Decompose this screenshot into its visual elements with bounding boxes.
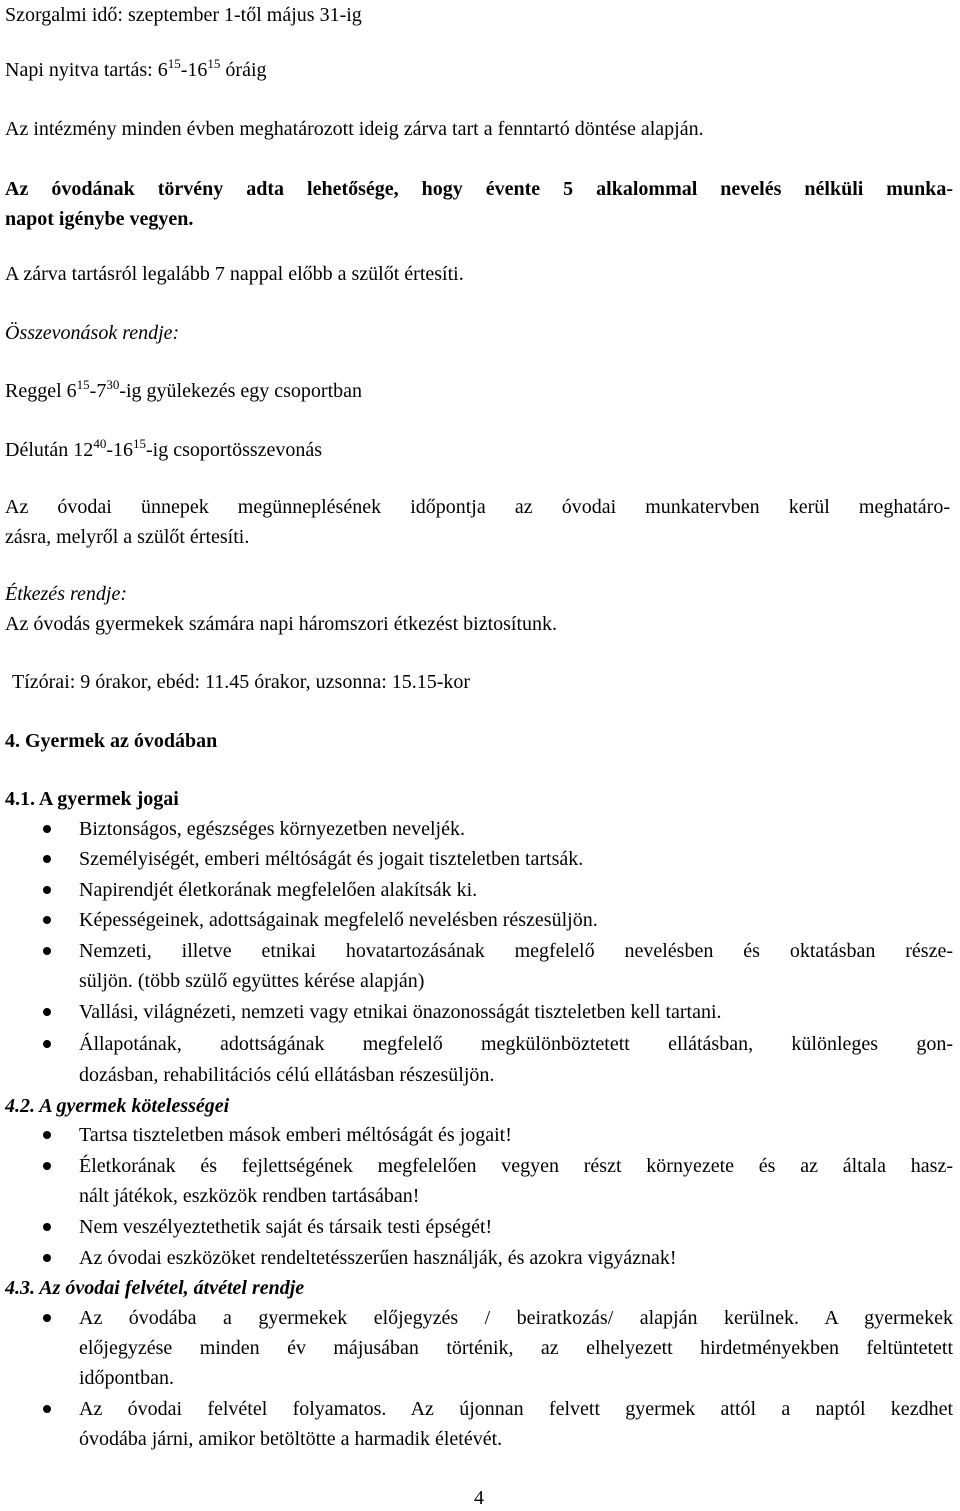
kotelessegei-item: Az óvodai eszközöket rendeltetésszerűen használják, és azokra vigyáznak! — [79, 1247, 677, 1269]
unnepek-line-2: zásra, melyről a szülőt értesíti. — [5, 526, 250, 548]
szorgalmi-ido-line: Szorgalmi idő: szeptember 1-től május 31-ig — [5, 4, 362, 26]
kotelessegei-title: 4.2. A gyermek kötelességei — [5, 1095, 230, 1117]
bullet-icon — [43, 947, 51, 955]
nyitva-sup-end: 15 — [207, 56, 221, 71]
felvetel-item-continuation: időpontban. — [79, 1367, 174, 1389]
bullet-icon — [43, 1314, 51, 1322]
reggel-mid: -7 — [89, 380, 107, 402]
section-4-title: 4. Gyermek az óvodában — [5, 730, 218, 752]
felvetel-item-continuation: óvodába járni, amikor betöltötte a harmadik életévét. — [79, 1428, 503, 1450]
jogai-item: Biztonságos, egészséges környezetben neveljék. — [79, 818, 465, 840]
zarva-ertesites-line: A zárva tartásról legalább 7 nappal előbb a szülőt értesíti. — [5, 263, 464, 285]
bullet-icon — [43, 1405, 51, 1413]
etkezes-heading: Étkezés rendje: — [5, 583, 127, 605]
felvetel-item: Az óvodába a gyermekek előjegyzés / beiratkozás/ alapján kerülnek. A gyermekek — [79, 1307, 953, 1329]
bullet-icon — [43, 916, 51, 924]
bullet-icon — [43, 855, 51, 863]
kotelessegei-item: Életkorának és fejlettségének megfelelően vegyen részt környezete és az általa hasz- — [79, 1155, 953, 1177]
munkanap-line-1: Az óvodának törvény adta lehetősége, hogy évente 5 alkalommal nevelés nélküli munka- — [5, 178, 953, 200]
bullet-icon — [43, 825, 51, 833]
delutan-sup-start: 40 — [93, 436, 107, 451]
zarva-fenntarto-line: Az intézmény minden évben meghatározott ideig zárva tart a fenntartó döntése alapján. — [5, 118, 704, 140]
kotelessegei-item: Tartsa tiszteletben mások emberi méltóságát és jogait! — [79, 1124, 512, 1146]
jogai-item-continuation: dozásban, rehabilitációs célú ellátásban részesüljön. — [79, 1064, 495, 1086]
delutan-mid: -16 — [106, 439, 133, 461]
reggel-line — [5, 378, 362, 404]
jogai-item-continuation: süljön. (több szülő együttes kérése alapján) — [79, 970, 425, 992]
bullet-icon — [43, 1162, 51, 1170]
nyitva-mid: -16 — [180, 59, 208, 81]
delutan-line — [5, 437, 322, 463]
page-number: 4 — [474, 1487, 484, 1509]
bullet-icon — [43, 1223, 51, 1231]
jogai-item: Nemzeti, illetve etnikai hovatartozásának megfelelő nevelésben és oktatásban része- — [79, 940, 953, 962]
felvetel-item-continuation: előjegyzése minden év májusában történik, az elhelyezett hirdetményekben feltüntetett — [79, 1337, 953, 1359]
reggel-suffix: -ig gyülekezés egy csoportban — [119, 380, 363, 402]
jogai-item: Napirendjét életkorának megfelelően alakítsák ki. — [79, 879, 478, 901]
reggel-prefix: Reggel 6 — [5, 380, 77, 402]
jogai-item: Vallási, világnézeti, nemzeti vagy etnikai önazonosságát tiszteletben kell tartani. — [79, 1001, 722, 1023]
etkezes-line-2: Tízórai: 9 órakor, ebéd: 11.45 órakor, uzsonna: 15.15-kor — [12, 671, 471, 693]
bullet-icon — [43, 1040, 51, 1048]
nyitva-prefix: Napi nyitva tartás: 6 — [5, 59, 168, 81]
bullet-icon — [43, 886, 51, 894]
jogai-item: Állapotának, adottságának megfelelő megkülönböztetett ellátásban, különleges gon- — [79, 1033, 953, 1055]
reggel-sup-start: 15 — [76, 377, 90, 392]
bullet-icon — [43, 1131, 51, 1139]
jogai-item: Képességeinek, adottságainak megfelelő nevelésben részesüljön. — [79, 909, 598, 931]
osszevonasok-heading: Összevonások rendje: — [5, 322, 180, 344]
unnepek-line-1: Az óvodai ünnepek megünneplésének időpontja az óvodai munkatervben kerül meghatáro- — [5, 496, 950, 518]
kotelessegei-item: Nem veszélyeztethetik saját és társaik testi épségét! — [79, 1216, 493, 1238]
etkezes-line-1: Az óvodás gyermekek számára napi háromszori étkezést biztosítunk. — [5, 613, 558, 635]
delutan-sup-end: 15 — [132, 436, 146, 451]
nyitva-sup-start: 15 — [167, 56, 181, 71]
nyitva-tartas-line — [5, 57, 267, 83]
felvetel-title: 4.3. Az óvodai felvétel, átvétel rendje — [5, 1277, 305, 1299]
jogai-title: 4.1. A gyermek jogai — [5, 788, 179, 810]
delutan-prefix: Délután 12 — [5, 439, 94, 461]
bullet-icon — [43, 1008, 51, 1016]
felvetel-item: Az óvodai felvétel folyamatos. Az újonnan felvett gyermek attól a naptól kezdhet — [79, 1398, 953, 1420]
delutan-suffix: -ig csoportösszevonás — [145, 439, 323, 461]
munkanap-line-2: napot igénybe vegyen. — [5, 208, 194, 230]
kotelessegei-item-continuation: nált játékok, eszközök rendben tartásában! — [79, 1185, 420, 1207]
bullet-icon — [43, 1254, 51, 1262]
reggel-sup-end: 30 — [106, 377, 120, 392]
nyitva-suffix: óráig — [220, 59, 267, 81]
jogai-item: Személyiségét, emberi méltóságát és jogait tiszteletben tartsák. — [79, 848, 584, 870]
